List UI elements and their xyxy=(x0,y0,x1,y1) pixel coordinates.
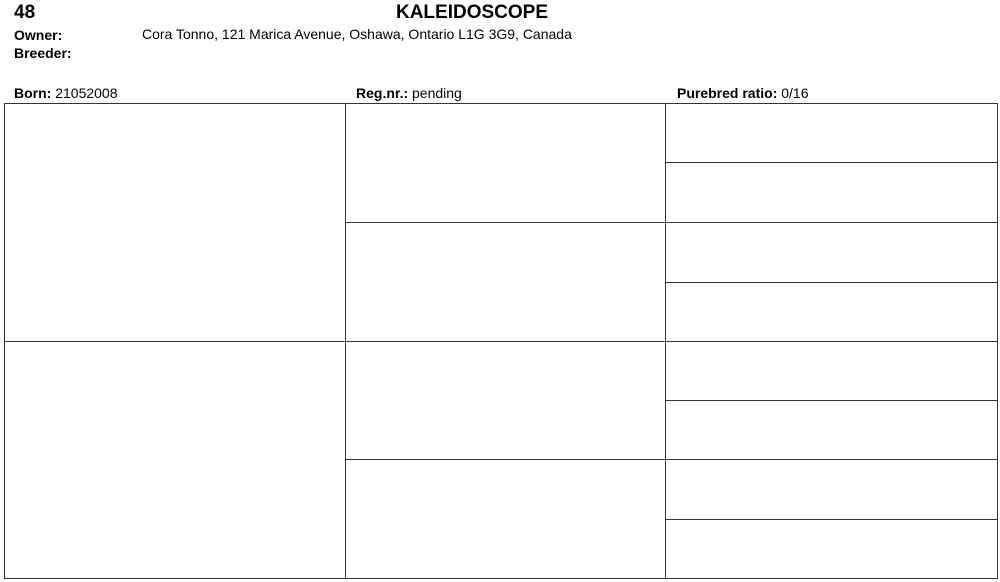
animal-name-title: KALEIDOSCOPE xyxy=(395,2,549,23)
pedigree-parent-cell xyxy=(5,342,346,578)
pedigree-great-grandparent-cell xyxy=(666,342,997,401)
purebred-ratio-label: Purebred ratio: xyxy=(677,85,778,101)
purebred-ratio-value: 0/16 xyxy=(781,85,809,101)
pedigree-great-grandparent-cell xyxy=(666,163,997,223)
pedigree-great-grandparent-cell xyxy=(666,520,997,578)
regnr-label: Reg.nr.: xyxy=(356,85,409,101)
owner-value: Cora Tonno, 121 Marica Avenue, Oshawa, Ontario L1G 3G9, Canada xyxy=(142,26,572,42)
pedigree-table xyxy=(4,103,998,579)
born-value: 21052008 xyxy=(55,85,118,101)
owner-label: Owner: xyxy=(14,27,63,43)
breeder-label: Breeder: xyxy=(14,45,72,61)
pedigree-grandparent-cell xyxy=(346,223,666,342)
pedigree-great-grandparent-cell xyxy=(666,401,997,460)
pedigree-great-grandparent-cell xyxy=(666,104,997,163)
registration-number: 48 xyxy=(14,2,36,23)
pedigree-great-grandparent-cell xyxy=(666,460,997,520)
pedigree-great-grandparent-cell xyxy=(666,223,997,283)
purebred-ratio-info xyxy=(677,85,809,102)
pedigree-grandparent-cell xyxy=(346,460,666,578)
regnr-value: pending xyxy=(412,85,462,101)
pedigree-great-grandparent-cell xyxy=(666,283,997,342)
born-info xyxy=(14,85,118,102)
born-label: Born: xyxy=(14,85,52,101)
pedigree-grandparent-cell xyxy=(346,104,666,223)
pedigree-grandparent-cell xyxy=(346,342,666,460)
pedigree-parent-cell xyxy=(5,104,346,342)
regnr-info xyxy=(356,85,462,102)
